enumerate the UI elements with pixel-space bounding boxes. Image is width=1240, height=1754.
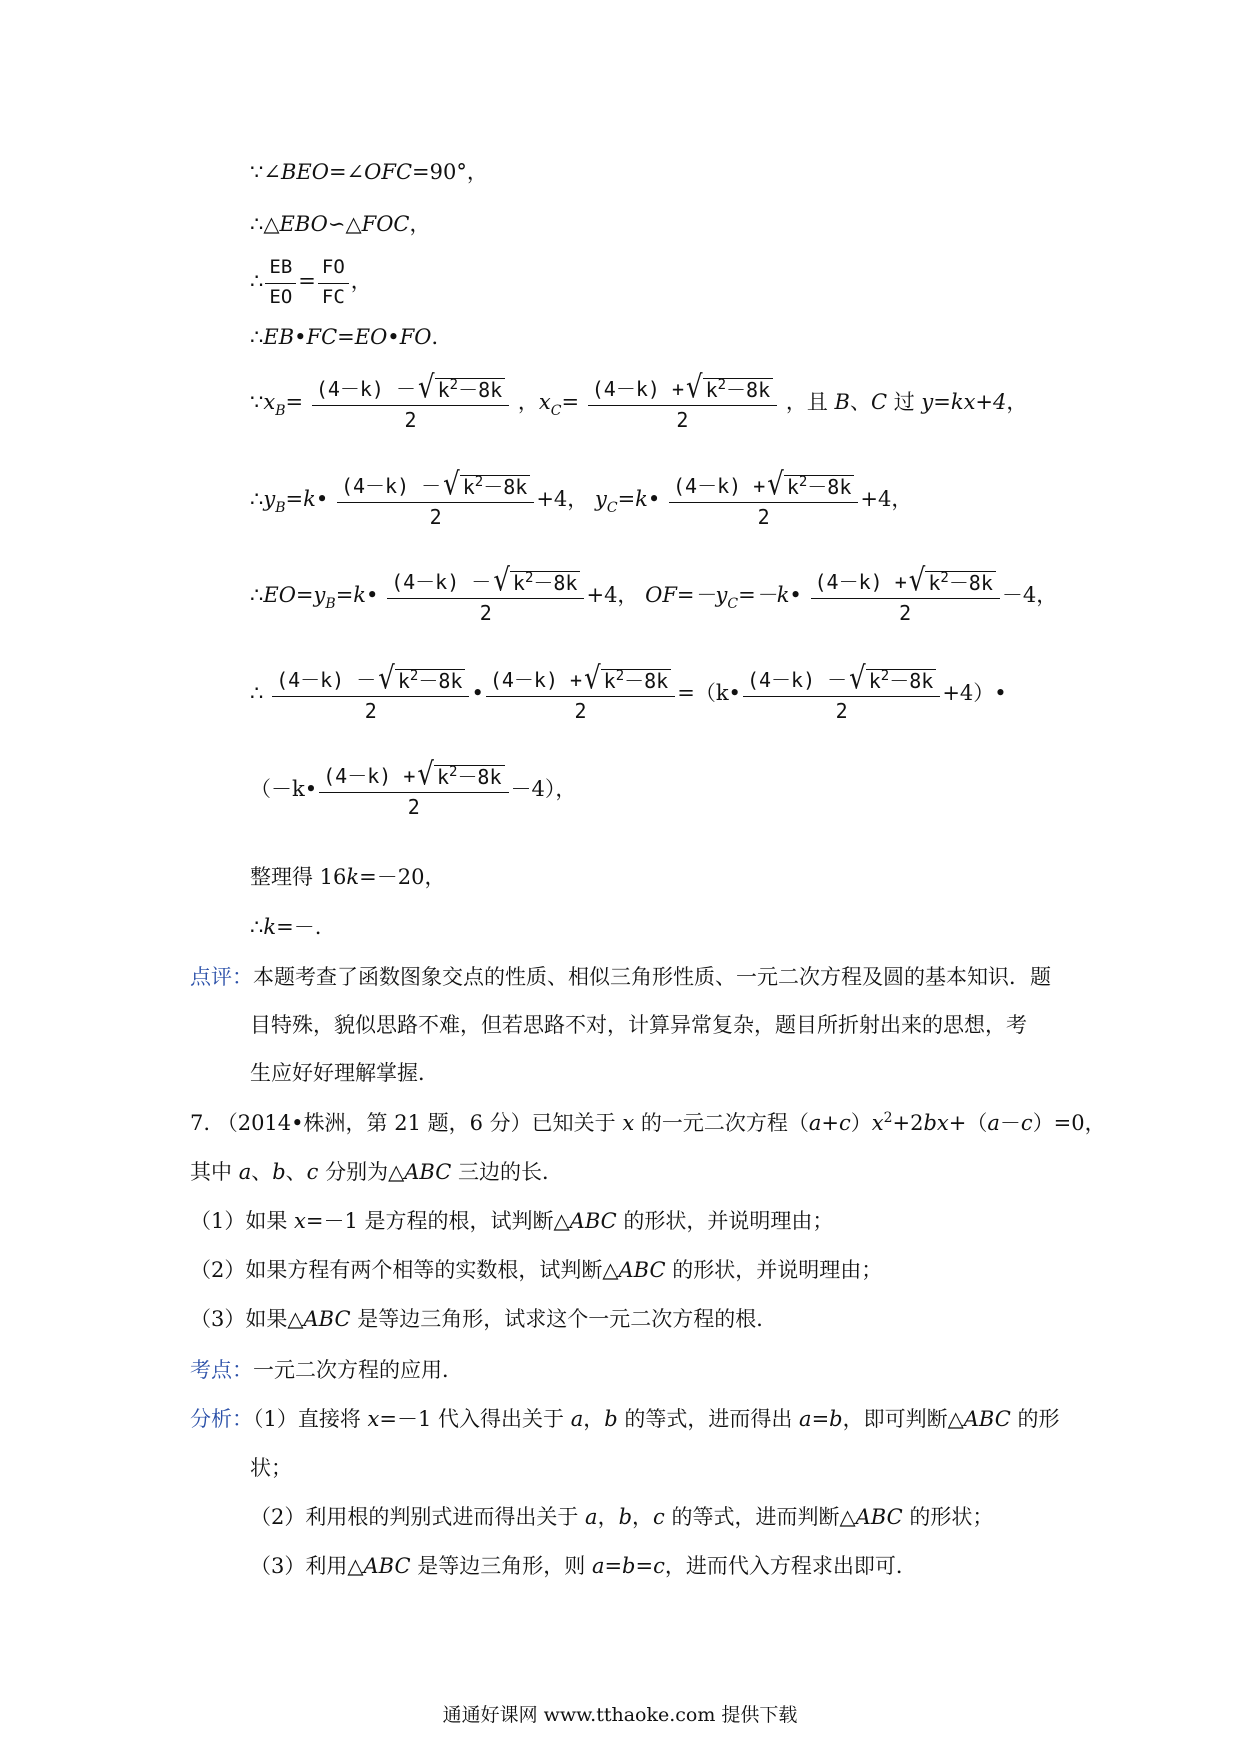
numerator	[588, 370, 777, 406]
text: 一元二次方程的应用．	[253, 1358, 463, 1382]
text: （2）如果方程有两个相等的实数根，试判断△	[190, 1258, 619, 1282]
denominator: 2	[429, 505, 442, 529]
numerator: FO	[318, 256, 349, 284]
superscript: 2	[717, 376, 727, 393]
text: •	[471, 681, 484, 705]
text: b	[618, 1505, 633, 1529]
text: ∵∠	[250, 160, 281, 184]
text: +4，	[586, 583, 639, 607]
text: BEO	[280, 160, 329, 184]
text: ）=0，	[1032, 1111, 1106, 1135]
text: ∴	[250, 681, 264, 705]
text: x	[871, 1111, 884, 1135]
solution-line-1	[250, 160, 488, 185]
text: B	[834, 390, 850, 414]
text: y=kx+4	[921, 390, 1007, 414]
kaodian-line	[190, 1358, 463, 1383]
text: (4－k) +	[672, 474, 766, 498]
subscript: C	[550, 403, 562, 419]
text: y	[263, 487, 276, 511]
superscript: 2	[449, 376, 459, 393]
denominator: 2	[899, 601, 912, 625]
text: +2	[892, 1111, 924, 1135]
text: 是等边三角形，试求这个一元二次方程的根．	[350, 1307, 778, 1331]
text: （2）利用根的判别式进而得出关于	[250, 1505, 586, 1529]
solution-line-5	[250, 370, 1028, 432]
radicand	[784, 475, 855, 498]
text: ∽△	[327, 212, 362, 236]
comment-label: 点评：	[190, 965, 253, 989]
text: 、	[251, 1160, 273, 1184]
text: 的等式，进而得出	[617, 1407, 800, 1431]
subscript: C	[606, 500, 618, 516]
text: ∴	[250, 487, 264, 511]
text: c	[653, 1505, 665, 1529]
text: =k•	[335, 583, 379, 607]
kaodian-label: 考点：	[190, 1358, 253, 1382]
fenxi-label: 分析：	[190, 1407, 253, 1431]
text: (4－k) －	[276, 668, 377, 692]
superscript: 2	[524, 569, 534, 586]
comment-line-1	[190, 965, 1051, 990]
text: ，	[409, 212, 431, 236]
text: =	[298, 268, 316, 293]
text: ∴△	[250, 212, 280, 236]
text: ．	[431, 325, 453, 349]
sqrt-icon: √	[378, 661, 395, 697]
text: b	[604, 1407, 618, 1431]
text: OFC	[364, 160, 413, 184]
text: （3）利用△	[250, 1554, 364, 1578]
superscript: 2	[449, 763, 458, 780]
text: C	[870, 390, 888, 414]
text: 其中	[190, 1160, 239, 1184]
text: x	[622, 1111, 635, 1135]
text: ∴	[250, 915, 264, 939]
text: k	[346, 865, 360, 889]
text: ，且	[785, 390, 835, 414]
sqrt-icon: √	[443, 467, 460, 503]
radicand	[510, 571, 581, 594]
superscript: 2	[474, 473, 484, 490]
sqrt	[378, 661, 465, 697]
text: ，即可判断△	[842, 1407, 964, 1431]
superscript: 2	[798, 473, 808, 490]
text: (4－k) －	[315, 377, 417, 401]
text: ABC	[363, 1554, 411, 1578]
problem-7-question-2	[190, 1258, 882, 1283]
solution-line-6	[250, 467, 913, 529]
text: ABC	[855, 1505, 903, 1529]
text: k	[603, 668, 616, 693]
fraction-minus	[337, 467, 534, 529]
text: k	[868, 668, 881, 693]
text: k	[786, 474, 799, 499]
numerator	[811, 563, 1000, 599]
text: 过	[887, 390, 922, 414]
text: (4－k) +	[814, 570, 907, 594]
text: －8k	[948, 570, 993, 595]
numerator	[387, 563, 584, 599]
text: ，	[350, 268, 372, 293]
numerator	[337, 467, 534, 503]
text: a+c	[808, 1111, 851, 1135]
sqrt-icon: √	[849, 661, 866, 697]
text: x	[263, 390, 276, 414]
text: a=b=c	[591, 1554, 665, 1578]
text: =	[561, 390, 580, 414]
denominator: 2	[407, 795, 420, 819]
text: 、	[849, 390, 871, 414]
text: （3）如果△	[190, 1307, 304, 1331]
text: ，	[517, 390, 539, 414]
radicand	[395, 669, 466, 692]
text: +4）•	[942, 681, 1007, 705]
text: =－1 是方程的根，试判断△	[305, 1209, 570, 1233]
problem-7-line-2	[190, 1160, 563, 1185]
text: x	[538, 390, 551, 414]
radicand	[866, 669, 937, 692]
radicand	[434, 765, 505, 788]
text: k	[512, 570, 525, 595]
sqrt	[418, 370, 505, 406]
solution-line-10	[250, 865, 445, 890]
text: =（k•	[677, 681, 741, 705]
fraction-minus	[312, 370, 509, 432]
text: ，进而代入方程求出即可．	[664, 1554, 917, 1578]
text: c	[306, 1160, 319, 1184]
sqrt-icon: √	[908, 563, 926, 599]
text: ∴	[250, 583, 264, 607]
superscript: 2	[615, 667, 625, 684]
text: EBO	[279, 212, 328, 236]
text: k	[263, 915, 277, 939]
text: 整理得 16	[250, 865, 347, 889]
radicand	[925, 571, 996, 594]
text: x	[367, 1407, 380, 1431]
text: (4－k) －	[340, 474, 442, 498]
text: =	[285, 390, 304, 414]
sqrt	[908, 563, 996, 599]
text: x	[294, 1209, 306, 1233]
sqrt-icon: √	[767, 467, 784, 503]
problem-7-question-3	[190, 1307, 777, 1332]
numerator	[272, 661, 469, 697]
subscript: B	[325, 596, 336, 612]
text: －8k	[483, 474, 528, 499]
text: ∴	[250, 268, 264, 293]
text: +（	[948, 1111, 988, 1135]
numerator: EB	[265, 256, 296, 284]
fenxi-line-3	[250, 1554, 917, 1579]
text: FOC	[361, 212, 410, 236]
text: （1）如果	[190, 1209, 295, 1233]
fraction-minus	[743, 661, 940, 723]
problem-7-question-1	[190, 1209, 833, 1234]
text: =－.	[276, 915, 322, 939]
text: a	[570, 1407, 584, 1431]
comment-line-3	[250, 1061, 439, 1086]
denominator: 2	[404, 408, 417, 432]
sqrt	[685, 370, 773, 406]
fraction-plus	[319, 757, 508, 819]
denominator: 2	[479, 601, 492, 625]
sqrt-icon: √	[685, 370, 703, 406]
text: OF=－y	[645, 583, 728, 607]
text: EB•FC=EO•FO	[263, 325, 432, 349]
solution-line-4	[250, 325, 452, 350]
denominator: FC	[321, 285, 345, 308]
text: c	[1020, 1111, 1033, 1135]
comment-line-2	[250, 1013, 1027, 1038]
subscript: B	[275, 500, 286, 516]
text: b	[272, 1160, 286, 1184]
text: ，	[583, 1407, 605, 1431]
text: =k•	[285, 487, 329, 511]
text: =k•	[617, 487, 661, 511]
text: ，	[632, 1505, 654, 1529]
text: k	[436, 764, 449, 789]
sqrt	[493, 563, 580, 599]
sqrt	[417, 757, 504, 793]
sqrt	[767, 467, 854, 503]
subscript: C	[727, 596, 739, 612]
fraction-minus	[272, 661, 469, 723]
page-footer: 通通好课网 www.tthaoke.com 提供下载	[442, 1704, 798, 1726]
text: －	[999, 1111, 1021, 1135]
numerator	[669, 467, 858, 503]
solution-line-11	[250, 915, 321, 940]
text: 状；	[250, 1456, 292, 1480]
text: ABC	[963, 1407, 1011, 1431]
text: (4－k) +	[591, 377, 684, 401]
solution-line-2	[250, 212, 431, 237]
denominator: EO	[269, 285, 293, 308]
sqrt-icon: √	[584, 661, 601, 697]
text: k	[705, 377, 718, 402]
denominator: 2	[364, 699, 377, 723]
superscript: 2	[883, 1110, 893, 1126]
superscript: 2	[940, 569, 949, 586]
denominator: 2	[676, 408, 689, 432]
text: a	[987, 1111, 1000, 1135]
text: k	[397, 668, 410, 693]
text: －8k	[533, 570, 578, 595]
fenxi-line-2	[250, 1505, 993, 1530]
text: 的形状；	[902, 1505, 994, 1529]
superscript: 2	[409, 667, 419, 684]
sqrt-icon: √	[418, 370, 435, 406]
text: y	[594, 487, 607, 511]
sqrt	[443, 467, 530, 503]
text: －8k	[457, 764, 502, 789]
radicand	[601, 669, 672, 692]
text: 的形状，并说明理由；	[616, 1209, 834, 1233]
denominator: 2	[835, 699, 848, 723]
text: +4，	[860, 487, 913, 511]
text: ABC	[303, 1307, 351, 1331]
text: ，	[597, 1505, 619, 1529]
text: +4，	[536, 487, 589, 511]
text: bx	[923, 1111, 949, 1135]
text: (4－k) +	[489, 668, 583, 692]
solution-line-7	[250, 563, 1058, 625]
text: 生应好好理解掌握．	[250, 1061, 439, 1085]
fraction-plus	[486, 661, 675, 723]
text: k	[928, 570, 941, 595]
fenxi-line-1b	[250, 1456, 292, 1481]
text: ∵	[250, 390, 264, 414]
problem-7-line-1	[190, 1111, 1106, 1136]
text: 的一元二次方程（	[634, 1111, 809, 1135]
solution-line-9	[250, 757, 577, 819]
text: ∴	[250, 325, 264, 349]
fraction-plus	[669, 467, 858, 529]
solution-line-8	[250, 661, 1007, 723]
subscript: B	[275, 403, 286, 419]
sqrt-icon: √	[417, 757, 434, 793]
numerator	[743, 661, 940, 697]
text: =∠	[328, 160, 365, 184]
text: －8k	[726, 377, 771, 402]
fraction	[265, 256, 296, 309]
text: 三边的长．	[451, 1160, 564, 1184]
fraction-minus	[387, 563, 584, 625]
text: 本题考查了函数图象交点的性质、相似三角形性质、一元二次方程及圆的基本知识．题	[253, 965, 1051, 989]
text: －8k	[807, 474, 852, 499]
text: －8k	[418, 668, 463, 693]
fraction	[318, 256, 349, 309]
text: （－k•	[250, 777, 318, 801]
text: EO=y	[263, 583, 326, 607]
denominator: 2	[574, 699, 587, 723]
text: ABC	[404, 1160, 452, 1184]
text: （1）直接将	[253, 1407, 368, 1431]
text: ）	[850, 1111, 872, 1135]
text: =－20，	[359, 865, 446, 889]
numerator	[312, 370, 509, 406]
text: ABC	[569, 1209, 617, 1233]
fraction-plus	[588, 370, 777, 432]
radicand	[435, 378, 506, 401]
radicand	[460, 475, 531, 498]
denominator: 2	[757, 505, 770, 529]
fenxi-line-1	[190, 1407, 1060, 1432]
text: a	[238, 1160, 252, 1184]
text: a	[585, 1505, 598, 1529]
solution-line-3	[250, 256, 372, 309]
text: －4），	[510, 777, 577, 801]
text: (4－k) －	[746, 668, 848, 692]
sqrt	[584, 661, 671, 697]
text: 、	[285, 1160, 307, 1184]
text: (4－k) －	[391, 570, 492, 594]
text: ABC	[618, 1258, 666, 1282]
text: 目特殊，貌似思路不难，但若思路不对，计算异常复杂，题目所折射出来的思想，考	[250, 1013, 1027, 1037]
superscript: 2	[880, 667, 890, 684]
sqrt	[849, 661, 936, 697]
text: (4－k) +	[323, 764, 416, 788]
text: k	[437, 377, 450, 402]
numerator	[486, 661, 675, 697]
text: =－k•	[738, 583, 802, 607]
text: 的形状，并说明理由；	[665, 1258, 883, 1282]
text: 的形	[1010, 1407, 1060, 1431]
text: k	[462, 474, 475, 499]
text: －8k	[624, 668, 669, 693]
numerator	[319, 757, 508, 793]
text: 是等边三角形，则	[410, 1554, 592, 1578]
radicand	[703, 378, 774, 401]
text: －8k	[889, 668, 934, 693]
text: a=b	[799, 1407, 843, 1431]
text: =－1 代入得出关于	[379, 1407, 571, 1431]
text: =90°，	[412, 160, 488, 184]
text: －8k	[458, 377, 503, 402]
text: －4，	[1001, 583, 1058, 607]
sqrt-icon: √	[493, 563, 510, 599]
text: 7. （2014•株洲，第 21 题，6 分）已知关于	[190, 1111, 623, 1135]
text: ，	[1006, 390, 1028, 414]
fraction-plus	[811, 563, 1000, 625]
text: 分别为△	[318, 1160, 405, 1184]
text: 的等式，进而判断△	[664, 1505, 856, 1529]
